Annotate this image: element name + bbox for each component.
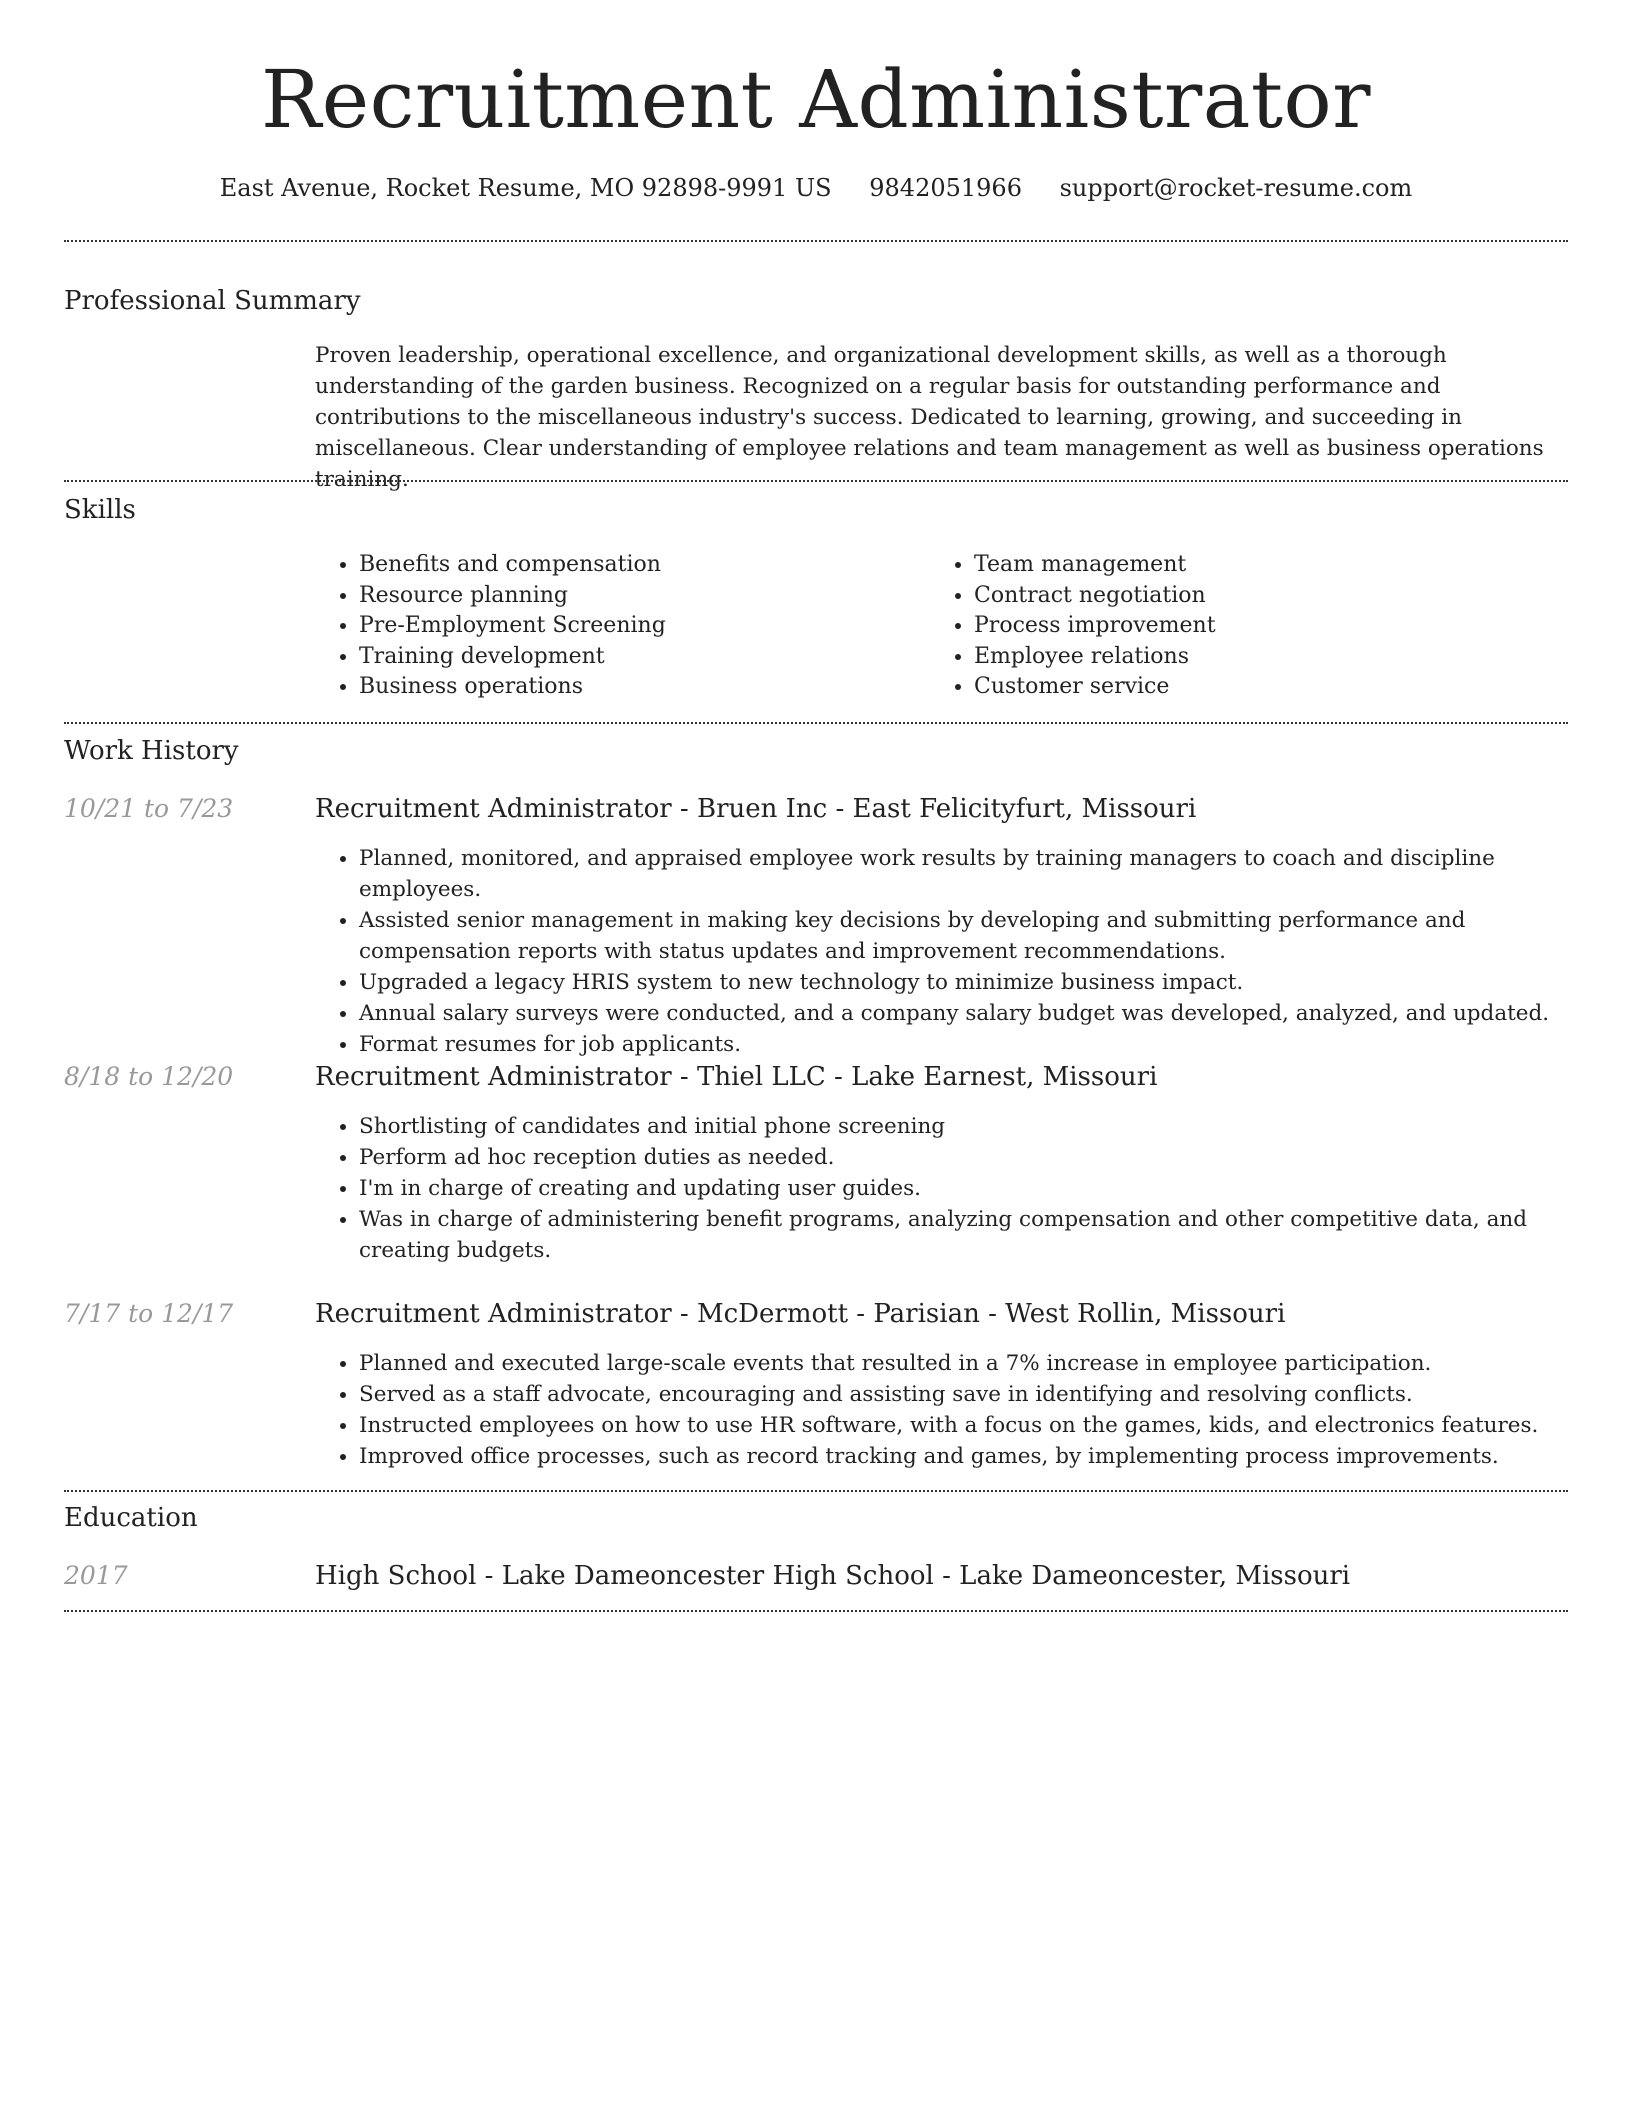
contact-email[interactable]: support@rocket-resume.com (1059, 174, 1413, 202)
work-heading: Work History (64, 736, 239, 766)
skill-item: • Contract negotiation (974, 581, 1216, 612)
contact-address: East Avenue, Rocket Resume, MO 92898-9991 US (219, 174, 832, 202)
skill-item: • Training development (359, 642, 666, 673)
job-bullet: • Instructed employees on how to use HR software, with a focus on the games, kids, and electronics features. (359, 1410, 1612, 1441)
education-entry: High School - Lake Dameoncester High School - Lake Dameoncester, Missouri (315, 1561, 1351, 1591)
job-bullet: • Planned, monitored, and appraised employee work results by training managers to coach and discipline employees. (359, 843, 1612, 905)
job-bullet: • Shortlisting of candidates and initial phone screening (359, 1111, 1612, 1142)
job-dates: 8/18 to 12/20 (64, 1062, 234, 1091)
skills-list-right (930, 550, 1216, 703)
divider (64, 240, 1568, 242)
divider (64, 1610, 1568, 1612)
job-bullets (315, 843, 1612, 1060)
job-bullet: • Planned and executed large-scale events that resulted in a 7% increase in employee participation. (359, 1348, 1612, 1379)
divider (64, 722, 1568, 724)
job-bullets (315, 1348, 1612, 1472)
job-title: Recruitment Administrator - Thiel LLC - Lake Earnest, Missouri (315, 1062, 1158, 1092)
job-title: Recruitment Administrator - McDermott - Parisian - West Rollin, Missouri (315, 1299, 1286, 1329)
summary-text: Proven leadership, operational excellence, and organizational development skills, as well as a thorough understanding of the garden business. Recognized on a regular basis for outstanding performance and contributions to the miscellaneous industry's success. Dedicated to learning, growing, and succeeding in miscellaneous. Clear understanding of employee relations and team management as well as business operations training. (315, 343, 1544, 492)
skill-item: • Pre-Employment Screening (359, 611, 666, 642)
skill-item: • Employee relations (974, 642, 1216, 673)
job-bullet: • I'm in charge of creating and updating user guides. (359, 1173, 1612, 1204)
job-bullet: • Upgraded a legacy HRIS system to new technology to minimize business impact. (359, 967, 1612, 998)
job-bullets (315, 1111, 1612, 1266)
education-heading: Education (64, 1503, 198, 1533)
job-bullet: • Served as a staff advocate, encouraging and assisting save in identifying and resolving conflicts. (359, 1379, 1612, 1410)
skill-item: • Resource planning (359, 581, 666, 612)
job-bullet: • Was in charge of administering benefit programs, analyzing compensation and other competitive data, and creating budgets. (359, 1204, 1612, 1266)
job-dates: 7/17 to 12/17 (64, 1299, 234, 1328)
divider (64, 480, 1568, 482)
job-bullet: • Annual salary surveys were conducted, and a company salary budget was developed, analyzed, and updated. (359, 998, 1612, 1029)
skill-item: • Business operations (359, 672, 666, 703)
divider (64, 1490, 1568, 1492)
summary-heading: Professional Summary (64, 286, 361, 316)
contact-line (64, 170, 1568, 206)
education-year: 2017 (64, 1561, 128, 1590)
skills-list-left (315, 550, 666, 703)
job-bullet: • Format resumes for job applicants. (359, 1029, 1612, 1060)
skill-item: • Benefits and compensation (359, 550, 666, 581)
skill-item: • Team management (974, 550, 1216, 581)
job-bullet: • Improved office processes, such as record tracking and games, by implementing process improvements. (359, 1441, 1612, 1472)
resume-name: Recruitment Administrator (261, 53, 1371, 146)
skill-item: • Process improvement (974, 611, 1216, 642)
job-dates: 10/21 to 7/23 (64, 794, 234, 823)
skills-heading: Skills (64, 495, 136, 525)
contact-phone: 9842051966 (869, 174, 1022, 202)
job-bullet: • Perform ad hoc reception duties as needed. (359, 1142, 1612, 1173)
skill-item: • Customer service (974, 672, 1216, 703)
job-bullet: • Assisted senior management in making key decisions by developing and submitting performance and compensation reports with status updates and improvement recommendations. (359, 905, 1612, 967)
job-title: Recruitment Administrator - Bruen Inc - East Felicityfurt, Missouri (315, 794, 1197, 824)
